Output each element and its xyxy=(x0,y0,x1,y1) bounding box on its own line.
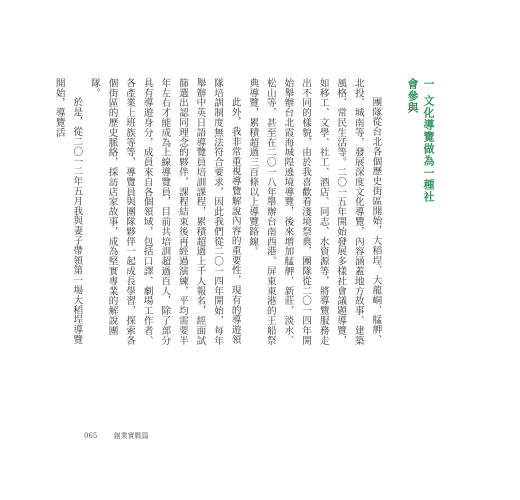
section-heading-column xyxy=(404,78,436,208)
section-heading: 一 文化導覽做為一種社會參與 xyxy=(406,78,435,203)
running-title: 創業實戰篇 xyxy=(113,432,149,440)
body-text xyxy=(50,78,402,350)
paragraph-3: 於是，從二〇一二年五月我與妻子帶領第一場大稻埕導覽開始，導覽活 xyxy=(53,78,83,345)
page-footer xyxy=(84,431,149,441)
page-number: 065 xyxy=(84,432,98,440)
paragraph-1: 團隊從台北各個歷史街區開始，大稻埕、大龍峒、艋舺、北投、城南等，發展深度文化導覽，內容涵蓋地方故事、建築風格、常民生活等。二〇一五年開始發展多樣社會議題導覽，如移工、文學、社工、酒店、同志、水資源等，將導覽服務走出不同的樣貌，由於我喜歡看淺境祭典，團隊從二〇一四年開始舉辦台北霞海城隍遶境導覽，後來增加艋舺、新莊、淡水、松山等，甚至在二〇一八年舉辦台南西港、屏東東港的王船祭典導覽，累積超過三百條以上導覽路線。 xyxy=(247,78,382,346)
paragraph-2: 此外，我非常重視導覽解說內容的重要性，現有的導遊領隊培訓制度無法符合要求，因此我們從二〇一四年開始，每年舉辦中英日語導覽員培訓課程，累積超過上千人報名，經面試篩選出認同理念的夥伴，課程結束後再經過演練，平均需要半年左右才能成為上線導覽員，目前共培訓超過百人，除了部分具有導遊身分，成員來自各個領域，包括口譯、劇場工作者、各產業上班族等等，導覽員與團隊夥伴一起成長學習，探索各個街區的歷史脈絡，採訪店家故事，成為堅實專業的解說團隊。 xyxy=(88,78,241,346)
